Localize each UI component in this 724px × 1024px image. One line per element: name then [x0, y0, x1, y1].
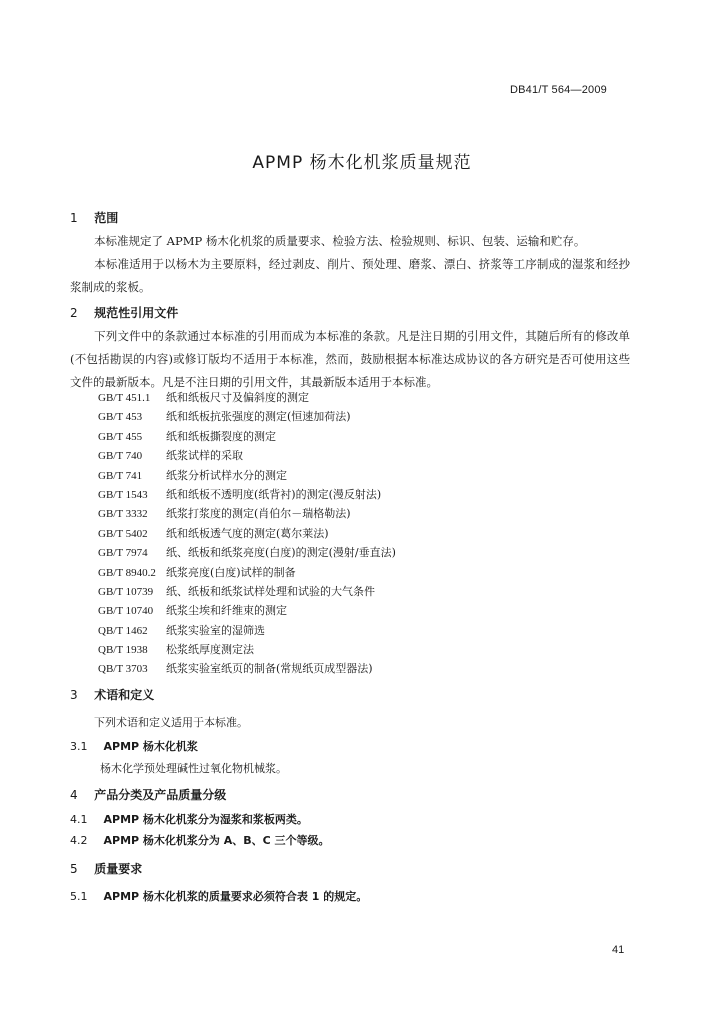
reference-title: 纸和纸板抗张强度的测定(恒速加荷法): [166, 410, 351, 424]
reference-item: [98, 582, 396, 601]
section-2-heading: [70, 304, 178, 321]
reference-title: 纸浆打浆度的测定(肖伯尔－瑞格勒法): [166, 507, 351, 521]
reference-item: [98, 427, 396, 446]
section-1-paragraph-1: 本标准规定了 APMP 杨木化机浆的质量要求、检验方法、检验规则、标识、包装、运输和贮存。: [94, 234, 586, 248]
reference-item: [98, 466, 396, 485]
reference-item: [98, 407, 396, 426]
reference-item: [98, 543, 396, 562]
section-number: 1: [70, 211, 78, 225]
reference-title: 纸和纸板透气度的测定(葛尔莱法): [166, 526, 329, 540]
clause-number: 5.1: [70, 890, 88, 903]
section-2-intro: 下列文件中的条款通过本标准的引用而成为本标准的条款。凡是注日期的引用文件，其随后所有的修改单(不包括勘误的内容)或修订版均不适用于本标准，然而，鼓励根据本标准达成协议的各方研究是否可使用这些文件的最新版本。凡是不注日期的引用文件，其最新版本适用于本标准。: [70, 329, 630, 389]
term-heading: [70, 738, 198, 754]
reference-code: GB/T 10740: [98, 605, 154, 618]
clause-text: APMP 杨木化机浆的质量要求必须符合表 1 的规定。: [103, 890, 368, 903]
section-1-paragraph-2: 本标准适用于以杨木为主要原料，经过剥皮、削片、预处理、磨浆、漂白、挤浆等工序制成的湿浆和经抄浆制成的浆板。: [70, 257, 630, 294]
reference-item: [98, 504, 396, 523]
clause-number: 4.1: [70, 813, 88, 826]
clause-number: 4.2: [70, 834, 88, 847]
reference-item: [98, 601, 396, 620]
section-title: 产品分类及产品质量分级: [94, 788, 227, 802]
reference-code: GB/T 453: [98, 411, 143, 424]
normative-reference-list: [98, 388, 396, 679]
document-title: APMP 杨木化机浆质量规范: [252, 153, 472, 173]
section-title: 质量要求: [94, 862, 143, 876]
reference-code: QB/T 3703: [98, 663, 148, 676]
reference-title: 纸浆亮度(白度)试样的制备: [166, 565, 296, 579]
term-definition: 杨木化学预处理碱性过氧化物机械浆。: [100, 762, 287, 775]
section-number: 3: [70, 688, 78, 702]
reference-code: QB/T 1462: [98, 624, 148, 637]
reference-code: GB/T 740: [98, 450, 143, 463]
reference-code: GB/T 3332: [98, 508, 148, 521]
section-number: 2: [70, 306, 78, 320]
reference-title: 纸、纸板和纸浆试样处理和试验的大气条件: [166, 584, 375, 598]
section-3-intro: 下列术语和定义适用于本标准。: [94, 716, 248, 729]
section-number: 5: [70, 862, 78, 876]
section-title: 范围: [94, 211, 119, 225]
reference-code: GB/T 5402: [98, 527, 148, 540]
section-3-heading: [70, 686, 154, 703]
reference-title: 纸、纸板和纸浆亮度(白度)的测定(漫射/垂直法): [166, 546, 396, 560]
reference-item: [98, 524, 396, 543]
section-title: 术语和定义: [94, 688, 155, 702]
reference-item: [98, 388, 396, 407]
reference-item: [98, 485, 396, 504]
reference-code: GB/T 451.1: [98, 392, 151, 404]
reference-title: 松浆纸厚度测定法: [166, 643, 254, 657]
reference-item: [98, 659, 396, 678]
page-number: 41: [612, 944, 625, 956]
section-4-heading: [70, 786, 226, 803]
reference-title: 纸和纸板尺寸及偏斜度的测定: [166, 391, 309, 404]
reference-title: 纸浆实验室的湿筛选: [166, 623, 265, 637]
reference-code: GB/T 741: [98, 469, 143, 482]
reference-code: GB/T 10739: [98, 585, 154, 598]
reference-title: 纸和纸板不透明度(纸背衬)的测定(漫反射法): [166, 487, 382, 501]
clause-5-1: [70, 888, 367, 904]
term-name: APMP 杨木化机浆: [103, 740, 198, 753]
reference-code: GB/T 1543: [98, 488, 148, 501]
reference-item: [98, 640, 396, 659]
reference-code: QB/T 1938: [98, 644, 148, 657]
term-number: 3.1: [70, 740, 88, 753]
reference-item: [98, 621, 396, 640]
standard-code: DB41/T 564—2009: [510, 84, 607, 96]
reference-item: [98, 446, 396, 465]
reference-title: 纸浆分析试样水分的测定: [166, 468, 287, 482]
clause-4-1: [70, 811, 308, 827]
section-5-heading: [70, 860, 142, 877]
clause-4-2: [70, 832, 330, 848]
reference-code: GB/T 455: [98, 430, 143, 443]
clause-text: APMP 杨木化机浆分为湿浆和浆板两类。: [103, 813, 308, 826]
section-number: 4: [70, 788, 78, 802]
reference-title: 纸浆实验室纸页的制备(常规纸页成型器法): [166, 662, 373, 676]
section-title: 规范性引用文件: [94, 306, 179, 320]
clause-text: APMP 杨木化机浆分为 A、B、C 三个等级。: [103, 834, 330, 847]
reference-code: GB/T 7974: [98, 547, 148, 560]
reference-title: 纸浆试样的采取: [166, 449, 243, 463]
section-1-heading: [70, 209, 118, 226]
reference-title: 纸浆尘埃和纤维束的测定: [166, 604, 287, 618]
reference-title: 纸和纸板撕裂度的测定: [166, 429, 276, 443]
reference-item: [98, 563, 396, 582]
reference-code: GB/T 8940.2: [98, 566, 156, 579]
